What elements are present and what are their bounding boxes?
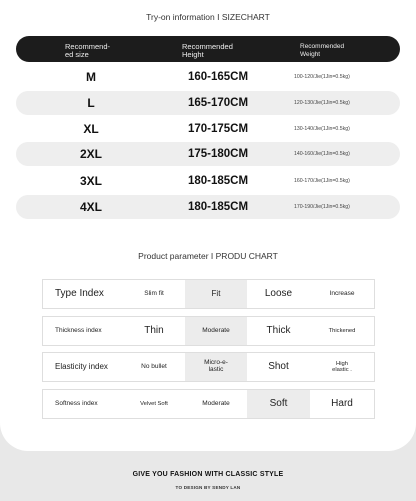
parameter-row — [42, 352, 375, 382]
parameter-option: Shot — [268, 360, 289, 372]
parameter-label: Elasticity index — [55, 361, 108, 371]
parameter-option: Thickened — [328, 327, 356, 334]
weight-value: 100-120/Jie(1Jin=0.5kg) — [294, 74, 350, 80]
parameter-option: No bullet — [141, 362, 167, 370]
parameter-option: Loose — [264, 287, 293, 299]
parameter-row — [42, 279, 375, 309]
parameter-option-selected: Soft — [247, 390, 310, 418]
footer-slogan: GIVE YOU FASHION WITH CLASSIC STYLE — [132, 471, 284, 478]
size-value: 4XL — [79, 200, 102, 214]
parameter-option-selected: Micro-e- lastic — [185, 353, 247, 381]
parameter-row — [42, 389, 375, 419]
parameter-option: Increase — [329, 289, 355, 297]
weight-value: 130-140/Jie(1Jin=0.5kg) — [294, 126, 350, 132]
weight-value: 120-130/Jie(1Jin=0.5kg) — [294, 100, 350, 106]
parameter-option: Velvet Soft — [140, 400, 168, 407]
height-value: 180-185CM — [187, 201, 249, 213]
header-recommended-height: Recommended Height — [182, 42, 233, 59]
size-row — [16, 91, 400, 115]
parameter-row — [42, 316, 375, 346]
height-value: 165-170CM — [187, 97, 249, 109]
parameter-option: Hard — [331, 397, 353, 409]
size-value: 3XL — [79, 174, 102, 188]
parameter-option: Thick — [266, 324, 291, 336]
size-table-header — [16, 36, 400, 62]
height-value: 180-185CM — [187, 175, 249, 187]
weight-value: 170-190/Jie(1Jin=0.5kg) — [294, 204, 350, 210]
parameter-label: Thickness index — [55, 326, 102, 334]
parameter-option: High elastic . — [332, 360, 352, 373]
header-recommended-weight: Recommended Weight — [300, 43, 345, 58]
weight-value: 160-170/Jie(1Jin=0.5kg) — [294, 178, 350, 184]
size-row — [16, 65, 400, 89]
size-value: L — [87, 96, 95, 110]
height-value: 170-175CM — [187, 123, 249, 135]
size-value: XL — [83, 122, 99, 136]
size-row — [16, 195, 400, 219]
size-value: M — [86, 70, 96, 84]
footer-credit: TO DESIGN BY SENDY LAN — [175, 485, 241, 490]
size-row — [16, 117, 400, 141]
height-value: 160-165CM — [187, 71, 249, 83]
size-row — [16, 169, 400, 193]
header-recommended-size: Recommend- ed size — [65, 42, 111, 59]
parameter-label: Type Index — [55, 287, 104, 299]
product-parameter-title: Product parameter I PRODU CHART — [138, 251, 278, 261]
parameter-option-selected: Moderate — [185, 317, 247, 345]
size-row — [16, 142, 400, 166]
height-value: 175-180CM — [187, 148, 249, 160]
parameter-option: Thin — [144, 324, 164, 336]
parameter-label: Softness index — [55, 399, 98, 407]
parameter-option: Moderate — [202, 399, 230, 407]
size-value: 2XL — [79, 147, 102, 161]
weight-value: 140-160/Jie(1Jin=0.5kg) — [294, 151, 350, 157]
parameter-option-selected: Fit — [185, 280, 247, 308]
parameter-option: Slim fit — [144, 289, 164, 297]
sizechart-title: Try-on information I SIZECHART — [146, 12, 270, 22]
